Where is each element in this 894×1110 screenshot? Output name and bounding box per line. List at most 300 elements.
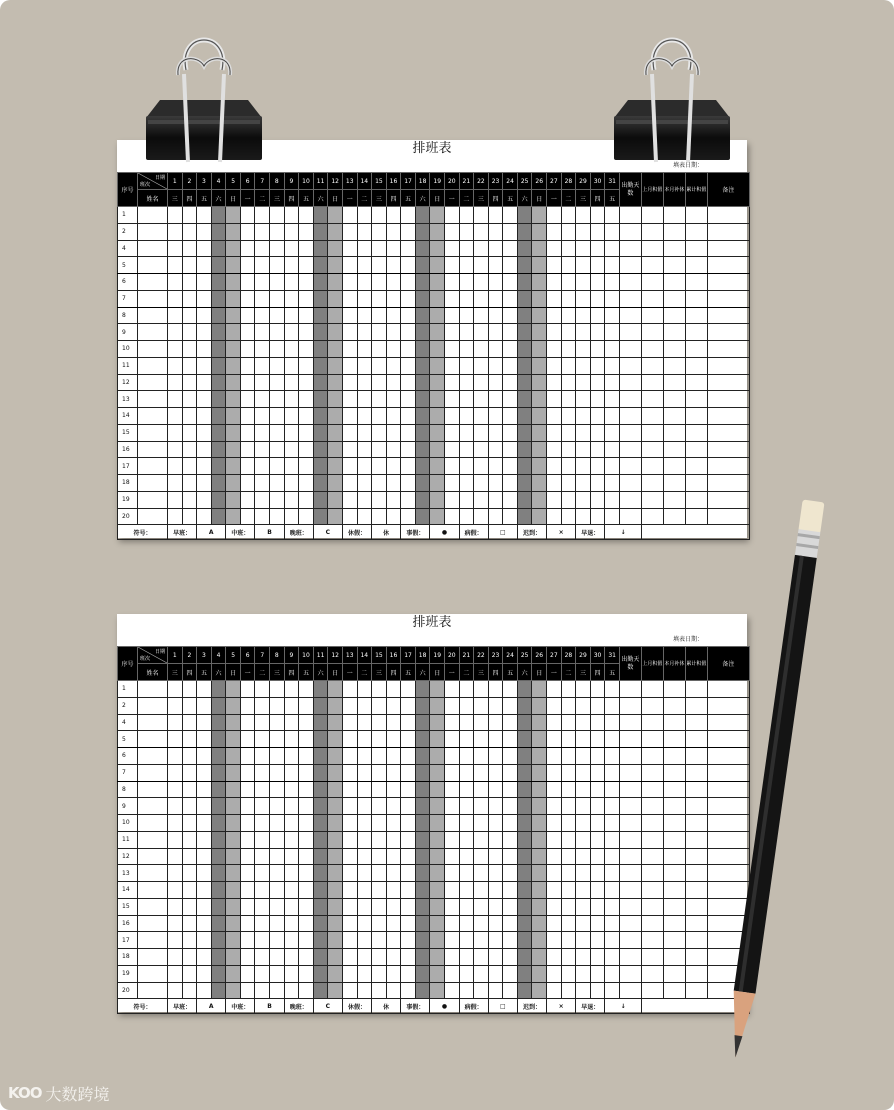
shift-cell[interactable] [255, 408, 270, 425]
shift-cell[interactable] [197, 307, 212, 324]
shift-cell[interactable] [372, 831, 387, 848]
shift-cell[interactable] [415, 223, 430, 240]
shift-cell[interactable] [547, 848, 562, 865]
shift-cell[interactable] [255, 965, 270, 982]
summary-cell[interactable] [685, 781, 707, 798]
shift-cell[interactable] [547, 932, 562, 949]
shift-cell[interactable] [532, 357, 547, 374]
shift-cell[interactable] [197, 865, 212, 882]
shift-cell[interactable] [503, 223, 518, 240]
shift-cell[interactable] [182, 764, 197, 781]
shift-cell[interactable] [197, 508, 212, 525]
shift-cell[interactable] [488, 274, 503, 291]
shift-cell[interactable] [430, 257, 445, 274]
shift-cell[interactable] [255, 441, 270, 458]
shift-cell[interactable] [474, 798, 489, 815]
shift-cell[interactable] [226, 441, 241, 458]
shift-cell[interactable] [240, 982, 255, 999]
shift-cell[interactable] [517, 341, 532, 358]
shift-cell[interactable] [240, 307, 255, 324]
shift-cell[interactable] [168, 357, 183, 374]
shift-cell[interactable] [226, 798, 241, 815]
shift-cell[interactable] [211, 391, 226, 408]
shift-cell[interactable] [590, 949, 605, 966]
shift-cell[interactable] [182, 714, 197, 731]
shift-cell[interactable] [576, 932, 591, 949]
summary-cell[interactable] [663, 257, 685, 274]
shift-cell[interactable] [444, 441, 459, 458]
shift-cell[interactable] [270, 731, 285, 748]
shift-cell[interactable] [299, 424, 314, 441]
shift-cell[interactable] [517, 965, 532, 982]
shift-cell[interactable] [488, 764, 503, 781]
summary-cell[interactable] [619, 207, 641, 224]
shift-cell[interactable] [284, 815, 299, 832]
shift-cell[interactable] [430, 391, 445, 408]
shift-cell[interactable] [488, 798, 503, 815]
shift-cell[interactable] [430, 491, 445, 508]
shift-cell[interactable] [357, 307, 372, 324]
shift-cell[interactable] [459, 475, 474, 492]
shift-cell[interactable] [444, 915, 459, 932]
shift-cell[interactable] [532, 475, 547, 492]
shift-cell[interactable] [386, 982, 401, 999]
shift-cell[interactable] [372, 324, 387, 341]
shift-cell[interactable] [240, 831, 255, 848]
shift-cell[interactable] [372, 915, 387, 932]
shift-cell[interactable] [503, 798, 518, 815]
shift-cell[interactable] [182, 374, 197, 391]
shift-cell[interactable] [430, 274, 445, 291]
shift-cell[interactable] [532, 798, 547, 815]
shift-cell[interactable] [255, 357, 270, 374]
shift-cell[interactable] [255, 324, 270, 341]
shift-cell[interactable] [503, 324, 518, 341]
shift-cell[interactable] [488, 458, 503, 475]
shift-cell[interactable] [503, 748, 518, 765]
shift-cell[interactable] [284, 374, 299, 391]
shift-cell[interactable] [459, 441, 474, 458]
shift-cell[interactable] [474, 491, 489, 508]
shift-cell[interactable] [561, 764, 576, 781]
shift-cell[interactable] [240, 374, 255, 391]
shift-cell[interactable] [284, 408, 299, 425]
shift-cell[interactable] [474, 508, 489, 525]
shift-cell[interactable] [605, 458, 620, 475]
shift-cell[interactable] [561, 831, 576, 848]
shift-cell[interactable] [532, 982, 547, 999]
shift-cell[interactable] [547, 391, 562, 408]
shift-cell[interactable] [561, 681, 576, 698]
shift-cell[interactable] [299, 290, 314, 307]
shift-cell[interactable] [372, 290, 387, 307]
shift-cell[interactable] [240, 441, 255, 458]
name-cell[interactable] [138, 391, 168, 408]
shift-cell[interactable] [270, 290, 285, 307]
shift-cell[interactable] [459, 831, 474, 848]
summary-cell[interactable] [663, 697, 685, 714]
shift-cell[interactable] [605, 681, 620, 698]
shift-cell[interactable] [211, 508, 226, 525]
shift-cell[interactable] [576, 949, 591, 966]
shift-cell[interactable] [488, 408, 503, 425]
shift-cell[interactable] [357, 865, 372, 882]
shift-cell[interactable] [532, 508, 547, 525]
shift-cell[interactable] [430, 223, 445, 240]
shift-cell[interactable] [342, 357, 357, 374]
shift-cell[interactable] [372, 949, 387, 966]
shift-cell[interactable] [576, 798, 591, 815]
shift-cell[interactable] [299, 865, 314, 882]
shift-cell[interactable] [532, 408, 547, 425]
shift-cell[interactable] [372, 408, 387, 425]
shift-cell[interactable] [211, 290, 226, 307]
shift-cell[interactable] [372, 898, 387, 915]
shift-cell[interactable] [372, 475, 387, 492]
shift-cell[interactable] [270, 714, 285, 731]
shift-cell[interactable] [342, 240, 357, 257]
summary-cell[interactable] [707, 307, 749, 324]
shift-cell[interactable] [430, 781, 445, 798]
shift-cell[interactable] [517, 307, 532, 324]
shift-cell[interactable] [503, 458, 518, 475]
shift-cell[interactable] [226, 865, 241, 882]
summary-cell[interactable] [707, 324, 749, 341]
summary-cell[interactable] [641, 748, 663, 765]
shift-cell[interactable] [299, 307, 314, 324]
summary-cell[interactable] [663, 982, 685, 999]
shift-cell[interactable] [605, 831, 620, 848]
shift-cell[interactable] [590, 424, 605, 441]
shift-cell[interactable] [328, 307, 343, 324]
shift-cell[interactable] [299, 898, 314, 915]
shift-cell[interactable] [430, 949, 445, 966]
shift-cell[interactable] [590, 307, 605, 324]
shift-cell[interactable] [590, 391, 605, 408]
shift-cell[interactable] [459, 357, 474, 374]
shift-cell[interactable] [488, 865, 503, 882]
shift-cell[interactable] [342, 681, 357, 698]
shift-cell[interactable] [270, 391, 285, 408]
shift-cell[interactable] [211, 374, 226, 391]
summary-cell[interactable] [641, 274, 663, 291]
shift-cell[interactable] [357, 982, 372, 999]
shift-cell[interactable] [532, 240, 547, 257]
shift-cell[interactable] [517, 949, 532, 966]
shift-cell[interactable] [328, 982, 343, 999]
shift-cell[interactable] [605, 915, 620, 932]
shift-cell[interactable] [605, 274, 620, 291]
shift-cell[interactable] [342, 932, 357, 949]
shift-cell[interactable] [386, 915, 401, 932]
shift-cell[interactable] [313, 681, 328, 698]
shift-cell[interactable] [430, 831, 445, 848]
shift-cell[interactable] [182, 949, 197, 966]
shift-cell[interactable] [342, 441, 357, 458]
shift-cell[interactable] [182, 882, 197, 899]
shift-cell[interactable] [561, 714, 576, 731]
shift-cell[interactable] [532, 815, 547, 832]
shift-cell[interactable] [168, 965, 183, 982]
shift-cell[interactable] [503, 915, 518, 932]
shift-cell[interactable] [299, 357, 314, 374]
shift-cell[interactable] [168, 731, 183, 748]
shift-cell[interactable] [342, 458, 357, 475]
summary-cell[interactable] [685, 815, 707, 832]
shift-cell[interactable] [488, 207, 503, 224]
shift-cell[interactable] [357, 324, 372, 341]
shift-cell[interactable] [299, 697, 314, 714]
shift-cell[interactable] [605, 391, 620, 408]
shift-cell[interactable] [182, 341, 197, 358]
shift-cell[interactable] [474, 898, 489, 915]
summary-cell[interactable] [707, 458, 749, 475]
shift-cell[interactable] [547, 408, 562, 425]
shift-cell[interactable] [459, 341, 474, 358]
shift-cell[interactable] [197, 475, 212, 492]
shift-cell[interactable] [270, 475, 285, 492]
shift-cell[interactable] [386, 374, 401, 391]
shift-cell[interactable] [430, 882, 445, 899]
shift-cell[interactable] [328, 731, 343, 748]
shift-cell[interactable] [386, 290, 401, 307]
shift-cell[interactable] [328, 223, 343, 240]
shift-cell[interactable] [444, 714, 459, 731]
summary-cell[interactable] [619, 915, 641, 932]
summary-cell[interactable] [641, 424, 663, 441]
name-cell[interactable] [138, 357, 168, 374]
shift-cell[interactable] [430, 207, 445, 224]
name-cell[interactable] [138, 865, 168, 882]
shift-cell[interactable] [576, 475, 591, 492]
shift-cell[interactable] [386, 508, 401, 525]
shift-cell[interactable] [342, 491, 357, 508]
shift-cell[interactable] [590, 932, 605, 949]
shift-cell[interactable] [488, 982, 503, 999]
shift-cell[interactable] [372, 815, 387, 832]
shift-cell[interactable] [488, 848, 503, 865]
shift-cell[interactable] [503, 341, 518, 358]
shift-cell[interactable] [576, 831, 591, 848]
shift-cell[interactable] [240, 357, 255, 374]
shift-cell[interactable] [211, 764, 226, 781]
summary-cell[interactable] [707, 341, 749, 358]
shift-cell[interactable] [386, 831, 401, 848]
shift-cell[interactable] [342, 408, 357, 425]
shift-cell[interactable] [328, 458, 343, 475]
shift-cell[interactable] [517, 274, 532, 291]
shift-cell[interactable] [357, 831, 372, 848]
shift-cell[interactable] [226, 748, 241, 765]
shift-cell[interactable] [342, 898, 357, 915]
shift-cell[interactable] [372, 781, 387, 798]
shift-cell[interactable] [299, 475, 314, 492]
shift-cell[interactable] [226, 714, 241, 731]
shift-cell[interactable] [284, 932, 299, 949]
shift-cell[interactable] [357, 697, 372, 714]
shift-cell[interactable] [605, 731, 620, 748]
shift-cell[interactable] [313, 949, 328, 966]
shift-cell[interactable] [386, 324, 401, 341]
shift-cell[interactable] [459, 915, 474, 932]
shift-cell[interactable] [299, 491, 314, 508]
shift-cell[interactable] [517, 781, 532, 798]
shift-cell[interactable] [561, 965, 576, 982]
shift-cell[interactable] [342, 257, 357, 274]
shift-cell[interactable] [605, 240, 620, 257]
summary-cell[interactable] [685, 697, 707, 714]
shift-cell[interactable] [284, 458, 299, 475]
shift-cell[interactable] [532, 681, 547, 698]
shift-cell[interactable] [168, 798, 183, 815]
shift-cell[interactable] [342, 274, 357, 291]
shift-cell[interactable] [182, 274, 197, 291]
shift-cell[interactable] [255, 898, 270, 915]
summary-cell[interactable] [663, 731, 685, 748]
shift-cell[interactable] [372, 508, 387, 525]
shift-cell[interactable] [444, 475, 459, 492]
shift-cell[interactable] [561, 731, 576, 748]
shift-cell[interactable] [255, 223, 270, 240]
shift-cell[interactable] [430, 748, 445, 765]
shift-cell[interactable] [459, 714, 474, 731]
shift-cell[interactable] [517, 207, 532, 224]
shift-cell[interactable] [503, 697, 518, 714]
shift-cell[interactable] [415, 391, 430, 408]
shift-cell[interactable] [401, 898, 416, 915]
summary-cell[interactable] [707, 290, 749, 307]
shift-cell[interactable] [590, 290, 605, 307]
summary-cell[interactable] [619, 307, 641, 324]
summary-cell[interactable] [663, 915, 685, 932]
shift-cell[interactable] [517, 932, 532, 949]
shift-cell[interactable] [168, 374, 183, 391]
shift-cell[interactable] [313, 781, 328, 798]
shift-cell[interactable] [401, 274, 416, 291]
shift-cell[interactable] [590, 508, 605, 525]
summary-cell[interactable] [685, 982, 707, 999]
shift-cell[interactable] [488, 748, 503, 765]
shift-cell[interactable] [182, 731, 197, 748]
shift-cell[interactable] [561, 324, 576, 341]
shift-cell[interactable] [474, 240, 489, 257]
shift-cell[interactable] [401, 965, 416, 982]
shift-cell[interactable] [517, 458, 532, 475]
shift-cell[interactable] [474, 982, 489, 999]
shift-cell[interactable] [270, 764, 285, 781]
shift-cell[interactable] [401, 475, 416, 492]
summary-cell[interactable] [663, 898, 685, 915]
shift-cell[interactable] [386, 274, 401, 291]
shift-cell[interactable] [532, 274, 547, 291]
shift-cell[interactable] [168, 714, 183, 731]
shift-cell[interactable] [299, 391, 314, 408]
shift-cell[interactable] [415, 932, 430, 949]
shift-cell[interactable] [576, 815, 591, 832]
shift-cell[interactable] [459, 731, 474, 748]
shift-cell[interactable] [211, 408, 226, 425]
shift-cell[interactable] [503, 257, 518, 274]
shift-cell[interactable] [240, 815, 255, 832]
shift-cell[interactable] [459, 324, 474, 341]
shift-cell[interactable] [605, 949, 620, 966]
shift-cell[interactable] [372, 764, 387, 781]
shift-cell[interactable] [474, 731, 489, 748]
shift-cell[interactable] [503, 731, 518, 748]
shift-cell[interactable] [197, 257, 212, 274]
shift-cell[interactable] [240, 324, 255, 341]
shift-cell[interactable] [386, 815, 401, 832]
shift-cell[interactable] [590, 764, 605, 781]
shift-cell[interactable] [328, 681, 343, 698]
summary-cell[interactable] [641, 508, 663, 525]
shift-cell[interactable] [401, 982, 416, 999]
shift-cell[interactable] [459, 965, 474, 982]
shift-cell[interactable] [284, 274, 299, 291]
shift-cell[interactable] [576, 748, 591, 765]
shift-cell[interactable] [605, 290, 620, 307]
shift-cell[interactable] [284, 290, 299, 307]
shift-cell[interactable] [415, 207, 430, 224]
shift-cell[interactable] [240, 223, 255, 240]
shift-cell[interactable] [459, 764, 474, 781]
shift-cell[interactable] [342, 508, 357, 525]
summary-cell[interactable] [619, 223, 641, 240]
shift-cell[interactable] [240, 424, 255, 441]
shift-cell[interactable] [590, 748, 605, 765]
shift-cell[interactable] [561, 408, 576, 425]
summary-cell[interactable] [641, 798, 663, 815]
shift-cell[interactable] [503, 290, 518, 307]
shift-cell[interactable] [605, 882, 620, 899]
shift-cell[interactable] [313, 475, 328, 492]
shift-cell[interactable] [357, 290, 372, 307]
shift-cell[interactable] [240, 731, 255, 748]
shift-cell[interactable] [284, 441, 299, 458]
shift-cell[interactable] [474, 441, 489, 458]
shift-cell[interactable] [168, 815, 183, 832]
shift-cell[interactable] [182, 748, 197, 765]
shift-cell[interactable] [328, 408, 343, 425]
shift-cell[interactable] [226, 882, 241, 899]
shift-cell[interactable] [328, 508, 343, 525]
shift-cell[interactable] [444, 223, 459, 240]
shift-cell[interactable] [605, 748, 620, 765]
shift-cell[interactable] [357, 491, 372, 508]
shift-cell[interactable] [211, 341, 226, 358]
shift-cell[interactable] [605, 491, 620, 508]
shift-cell[interactable] [415, 491, 430, 508]
name-cell[interactable] [138, 714, 168, 731]
summary-cell[interactable] [619, 815, 641, 832]
shift-cell[interactable] [561, 932, 576, 949]
summary-cell[interactable] [619, 764, 641, 781]
shift-cell[interactable] [430, 965, 445, 982]
shift-cell[interactable] [357, 441, 372, 458]
shift-cell[interactable] [299, 374, 314, 391]
shift-cell[interactable] [590, 324, 605, 341]
shift-cell[interactable] [386, 408, 401, 425]
shift-cell[interactable] [590, 848, 605, 865]
shift-cell[interactable] [240, 965, 255, 982]
shift-cell[interactable] [415, 831, 430, 848]
shift-cell[interactable] [474, 458, 489, 475]
shift-cell[interactable] [444, 932, 459, 949]
shift-cell[interactable] [372, 357, 387, 374]
shift-cell[interactable] [197, 223, 212, 240]
shift-cell[interactable] [459, 932, 474, 949]
shift-cell[interactable] [532, 424, 547, 441]
